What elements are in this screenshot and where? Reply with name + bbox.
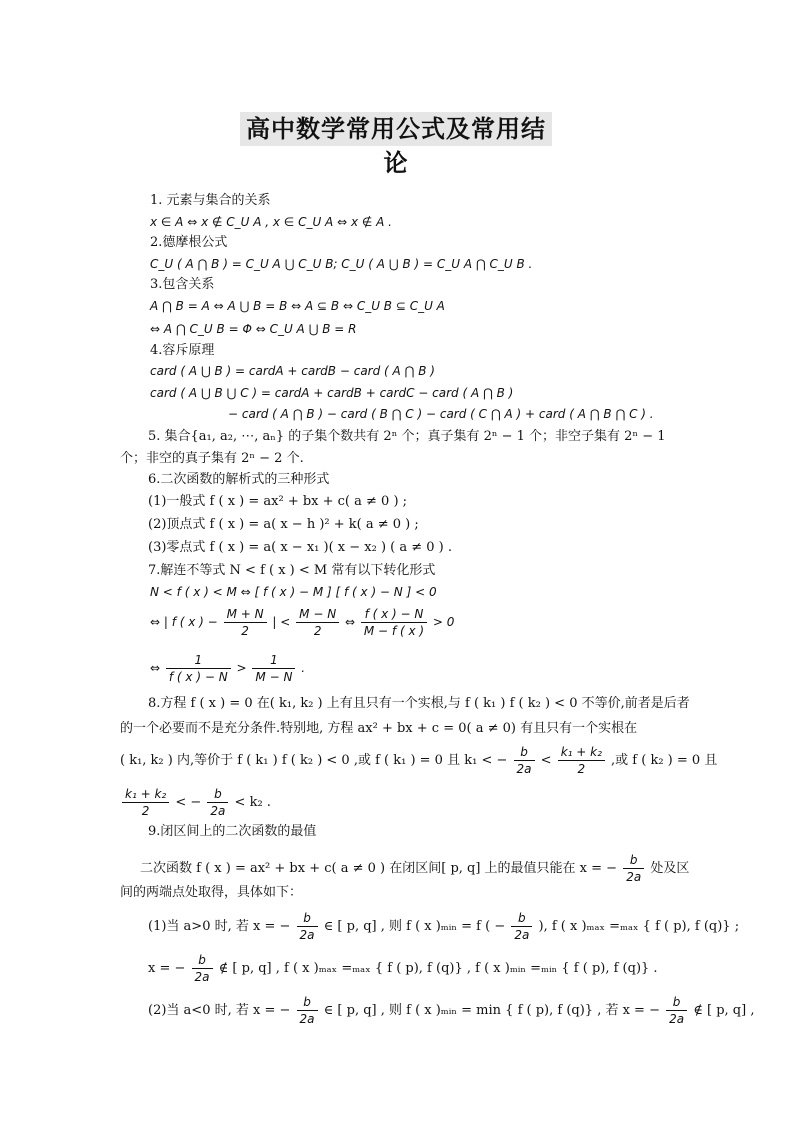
- c2-part-c: ∉ [ p, q] , f ( x )ₘₐₓ =ₘₐₓ { f ( p), f (q)} , f ( x )ₘᵢₙ =ₘᵢₙ { f ( p), f (q)} .: [218, 961, 658, 976]
- fraction-vertex-x-5: $\frac{b}{2a}$: [297, 994, 318, 1027]
- section-8-line-3: [120, 744, 717, 777]
- line3-part-e: ,或 f ( k₂ ) = 0 且: [611, 753, 718, 768]
- p1-part-a: 二次函数 f ( x ) = ax² + bx + c( a ≠ 0 ) 在闭区间[ p, q] 上的最值只能在 x = −: [140, 861, 618, 876]
- section-9-case-1: [148, 910, 739, 943]
- section-4-formula-2: card ( A ⋃ B ⋃ C ) = cardA + cardB + cardC − card ( A ⋂ B ): [150, 386, 514, 400]
- fraction-m-minus-n: $\frac{M - N}{2}$: [296, 606, 339, 639]
- c1-part-a: (1)当 a>0 时, 若 x = −: [148, 919, 291, 934]
- section-3-formula-1: A ⋂ B = A ⇔ A ⋃ B = B ⇔ A ⊆ B ⇔ C_U B ⊆ C_U A: [150, 299, 445, 313]
- line4-part-b: < −: [175, 795, 202, 810]
- fraction-fx-ratio: $\frac{f ( x ) - N}{M - f ( x )}$: [361, 606, 427, 639]
- section-1-formula: x ∈ A ⇔ x ∉ C_U A , x ∈ C_U A ⇔ x ∉ A .: [150, 215, 392, 229]
- section-1-heading: 1. 元素与集合的关系: [150, 193, 271, 208]
- f2-part-a: ⇔ | f ( x ) −: [150, 615, 218, 629]
- section-6-zero-form: (3)零点式 f ( x ) = a( x − x₁ )( x − x₂ ) ( a ≠ 0 ) .: [148, 540, 453, 555]
- fraction-vertex-x: $\frac{b}{2a}$: [623, 852, 644, 885]
- line3-part-c: <: [540, 753, 552, 768]
- fraction-vertex-x-4: $\frac{b}{2a}$: [192, 952, 213, 985]
- section-7-formula-2: [150, 606, 454, 639]
- section-9-paragraph-1: [140, 852, 689, 885]
- section-8-line-4: [120, 786, 271, 819]
- section-9-heading: 9.闭区间上的二次函数的最值: [148, 824, 317, 839]
- section-2-formula: C_U ( A ⋂ B ) = C_U A ⋃ C_U B; C_U ( A ⋃ B ) = C_U A ⋂ C_U B .: [150, 257, 533, 271]
- line4-part-d: < k₂ .: [234, 795, 271, 810]
- section-9-case-2: [148, 994, 754, 1027]
- section-7-formula-3: [150, 652, 305, 685]
- section-4-formula-1: card ( A ⋃ B ) = cardA + cardB − card ( A ⋂ B ): [150, 364, 435, 378]
- page-title: 高中数学常用公式及常用结论: [240, 112, 552, 146]
- fraction-k-midpoint: $\frac{\text{k₁ + k₂}}{2}$: [558, 744, 605, 777]
- section-8-line-1: 8.方程 f ( x ) = 0 在( k₁, k₂ ) 上有且只有一个实根,与 f ( k₁ ) f ( k₂ ) < 0 不等价,前者是后者: [148, 696, 690, 711]
- f3-part-c: >: [236, 661, 247, 675]
- section-4-heading: 4.容斥原理: [150, 343, 215, 358]
- section-2-heading: 2.德摩根公式: [150, 235, 228, 250]
- section-9-case-1-cont: [148, 952, 658, 985]
- fraction-reciprocal-fx: $\frac{1}{f ( x ) - N}$: [166, 652, 231, 685]
- section-8-line-2: 的一个必要而不是充分条件.特别地, 方程 ax² + bx + c = 0( a ≠ 0) 有且只有一个实根在: [120, 721, 638, 736]
- section-9-paragraph-2: 间的两端点处取得，具体如下：: [120, 885, 303, 900]
- c3-part-a: (2)当 a<0 时, 若 x = −: [148, 1003, 291, 1018]
- section-4-formula-3: − card ( A ⋂ B ) − card ( B ⋂ C ) − card ( C ⋂ A ) + card ( A ⋂ B ⋂ C ) .: [228, 407, 654, 421]
- section-6-vertex-form: (2)顶点式 f ( x ) = a( x − h )² + k( a ≠ 0 ) ;: [148, 517, 419, 532]
- fraction-vertex-x-3: $\frac{b}{2a}$: [511, 910, 532, 943]
- fraction-vertex-x-2: $\frac{b}{2a}$: [297, 910, 318, 943]
- f2-part-c: | <: [272, 615, 291, 629]
- fraction-b-over-2a-2: $\frac{b}{2a}$: [207, 786, 228, 819]
- c1-part-e: ), f ( x )ₘₐₓ =ₘₐₓ { f ( p), f (q)} ;: [538, 919, 740, 934]
- fraction-m-plus-n: $\frac{M + N}{2}$: [224, 606, 267, 639]
- line3-part-a: ( k₁, k₂ ) 内,等价于 f ( k₁ ) f ( k₂ ) < 0 ,或 f ( k₁ ) = 0 且 k₁ < −: [120, 753, 508, 768]
- section-3-heading: 3.包含关系: [150, 277, 215, 292]
- section-5-line-1: 5. 集合{a₁, a₂, ⋯, aₙ} 的子集个数共有 2ⁿ 个；真子集有 2ⁿ − 1 个；非空子集有 2ⁿ − 1: [148, 429, 666, 444]
- c3-part-e: ∉ [ p, q] ,: [693, 1003, 755, 1018]
- section-6-general-form: (1)一般式 f ( x ) = ax² + bx + c( a ≠ 0 ) ;: [148, 494, 408, 509]
- section-3-formula-2: ⇔ A ⋂ C_U B = Φ ⇔ C_U A ⋃ B = R: [150, 322, 357, 336]
- fraction-k-midpoint-2: $\frac{\text{k₁ + k₂}}{2}$: [122, 786, 169, 819]
- p1-part-c: 处及区: [650, 861, 690, 876]
- section-6-heading: 6.二次函数的解析式的三种形式: [148, 472, 330, 487]
- section-5-line-2: 个；非空的真子集有 2ⁿ − 2 个.: [120, 451, 304, 466]
- f2-part-e: ⇔: [345, 615, 356, 629]
- f2-part-g: > 0: [432, 615, 455, 629]
- section-7-formula-1: N < f ( x ) < M ⇔ [ f ( x ) − M ] [ f ( x ) − N ] < 0: [150, 585, 437, 599]
- c1-part-c: ∈ [ p, q] , 则 f ( x )ₘᵢₙ = f ( −: [323, 919, 506, 934]
- f3-part-e: .: [301, 661, 306, 675]
- fraction-reciprocal-mn: $\frac{1}{M - N}$: [252, 652, 295, 685]
- f3-part-a: ⇔: [150, 661, 161, 675]
- c2-part-a: x = −: [148, 961, 186, 976]
- c3-part-c: ∈ [ p, q] , 则 f ( x )ₘᵢₙ = min { f ( p), f (q)} , 若 x = −: [323, 1003, 660, 1018]
- section-7-heading: 7.解连不等式 N < f ( x ) < M 常有以下转化形式: [148, 563, 436, 578]
- fraction-b-over-2a: $\frac{b}{2a}$: [514, 744, 535, 777]
- fraction-vertex-x-6: $\frac{b}{2a}$: [666, 994, 687, 1027]
